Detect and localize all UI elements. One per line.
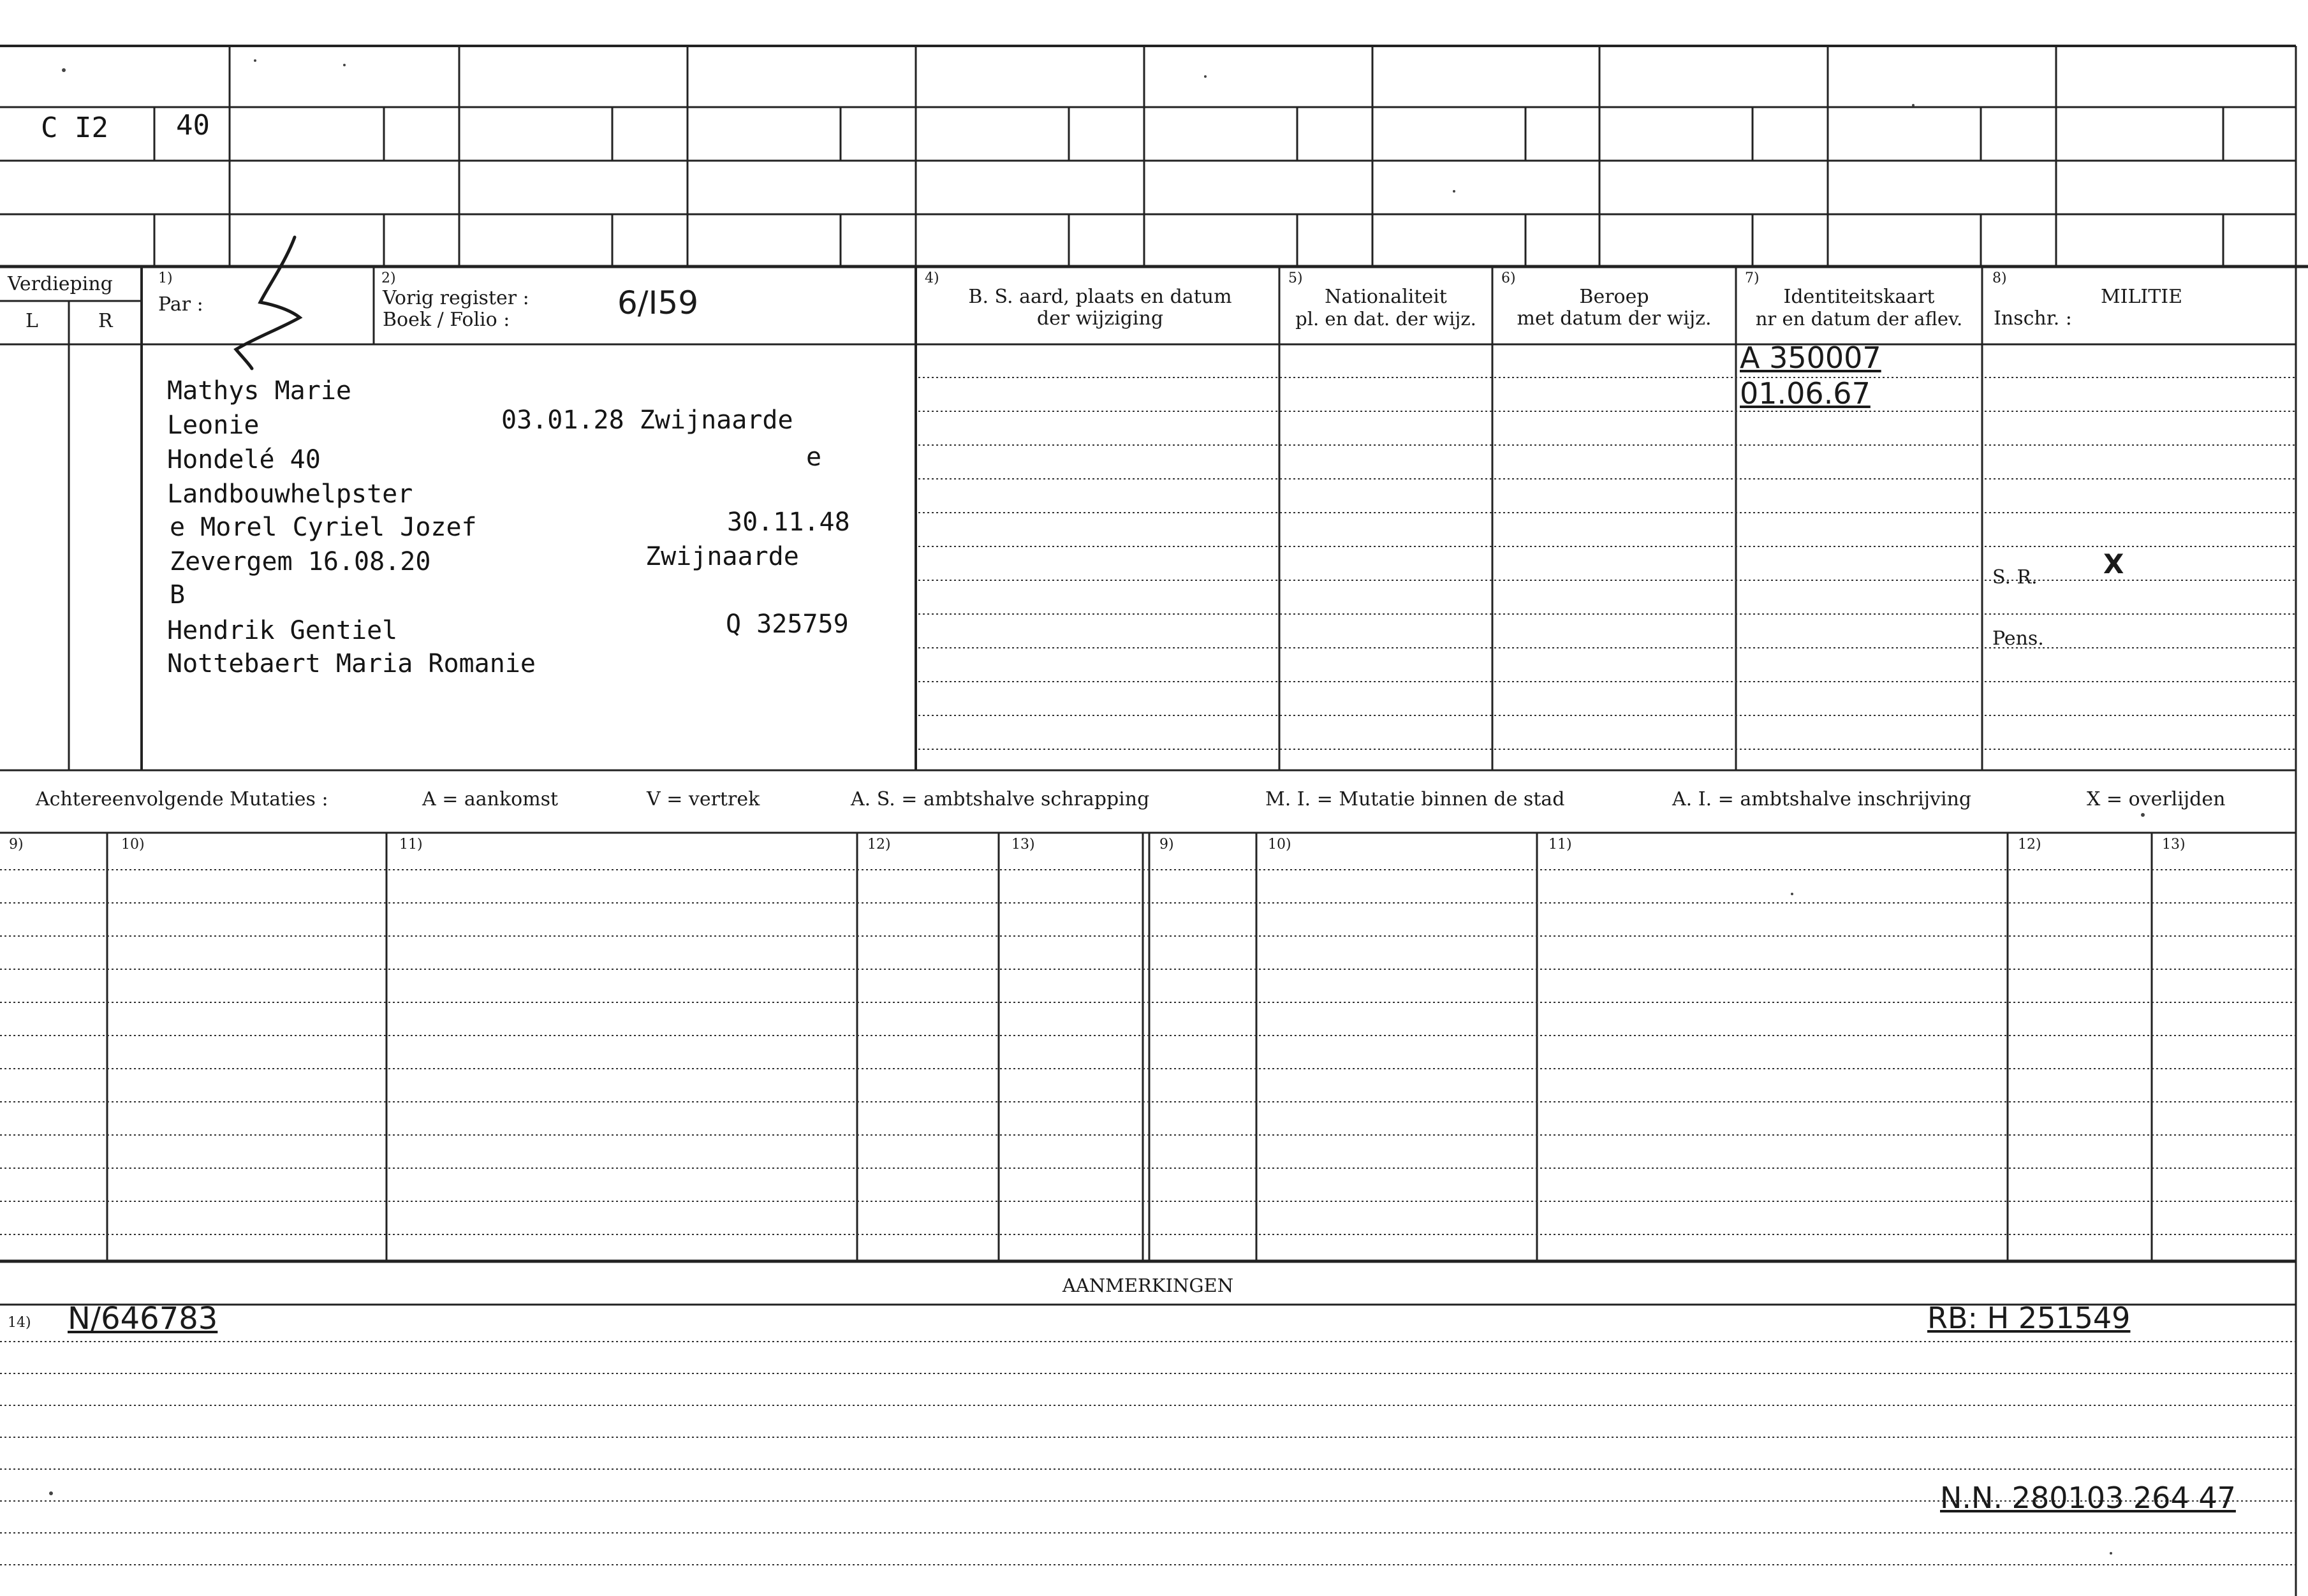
sr-label: S. R. xyxy=(1992,566,2038,589)
remarks-reference: N/646783 xyxy=(68,1301,218,1336)
sr-value: X xyxy=(2103,548,2124,580)
field-number-14: 14) xyxy=(8,1315,31,1331)
mutation-col-number: 13) xyxy=(1011,837,1035,853)
legend-as: A. S. = ambtshalve schrapping xyxy=(851,788,1150,810)
legend-ai: A. I. = ambtshalve inschrijving xyxy=(1672,788,1972,810)
remarks-national-number: N.N. 280103 264 47 xyxy=(1940,1481,2236,1515)
vorig-register-label: Vorig register : xyxy=(383,287,529,309)
identity-card-date: 01.06.67 xyxy=(1740,376,1871,411)
mutation-col-number: 9) xyxy=(9,837,24,853)
field-number-1: 1) xyxy=(158,270,173,286)
legend-v: V = vertrek xyxy=(647,788,760,810)
boek-folio-label: Boek / Folio : xyxy=(383,309,510,331)
mutation-col-number: 12) xyxy=(2018,837,2041,853)
bs-header-line1: B. S. aard, plaats en datum xyxy=(968,286,1232,308)
par-handwritten-mark xyxy=(236,237,300,369)
beroep-line1: Beroep xyxy=(1579,286,1649,308)
mutation-col-number: 9) xyxy=(1159,837,1174,853)
person-address-e: e xyxy=(806,443,822,472)
nationaliteit-line1: Nationaliteit xyxy=(1325,286,1447,308)
person-surname-first: Mathys Marie xyxy=(167,376,351,406)
person-marriage-place: Zwijnaarde xyxy=(645,542,799,571)
person-occupation: Landbouwhelpster xyxy=(167,480,413,509)
mutation-col-number: 11) xyxy=(1548,837,1572,853)
mutation-col-number: 10) xyxy=(121,837,145,853)
field-number-2: 2) xyxy=(381,270,396,286)
mutation-col-number: 11) xyxy=(399,837,423,853)
series-number: 40 xyxy=(176,109,210,142)
person-spouse-birth: Zevergem 16.08.20 xyxy=(170,547,431,576)
identiteitskaart-line2: nr en datum der aflev. xyxy=(1755,308,1963,330)
beroep-line2: met datum der wijz. xyxy=(1517,307,1712,330)
legend-mi: M. I. = Mutatie binnen de stad xyxy=(1265,788,1565,810)
person-mother: Nottebaert Maria Romanie xyxy=(167,649,536,678)
identiteitskaart-line1: Identiteitskaart xyxy=(1783,286,1935,308)
field-number-5: 5) xyxy=(1288,270,1303,286)
par-label: Par : xyxy=(158,293,203,316)
person-father: Hendrik Gentiel xyxy=(167,616,398,645)
remarks-rb-number: RB: H 251549 xyxy=(1927,1301,2131,1335)
field-number-7: 7) xyxy=(1745,270,1760,286)
person-nationality-code: B xyxy=(170,580,186,610)
verdieping-r: R xyxy=(98,310,113,332)
series-code: C I2 xyxy=(41,112,108,144)
field-number-6: 6) xyxy=(1501,270,1516,286)
legend-title: Achtereenvolgende Mutaties : xyxy=(36,788,328,810)
verdieping-label: Verdieping xyxy=(8,273,113,295)
mutation-col-number: 12) xyxy=(867,837,891,853)
person-marriage-date: 30.11.48 xyxy=(727,508,850,537)
person-code: Q 325759 xyxy=(726,610,849,639)
person-given-name: Leonie xyxy=(167,411,260,440)
verdieping-l: L xyxy=(26,310,38,332)
bs-header-line2: der wijziging xyxy=(1036,307,1164,330)
legend-a: A = aankomst xyxy=(422,788,559,810)
mutation-col-number: 13) xyxy=(2162,837,2186,853)
nationaliteit-line2: pl. en dat. der wijz. xyxy=(1295,308,1476,330)
inschr-label: Inschr. : xyxy=(1994,307,2072,330)
field-number-4: 4) xyxy=(925,270,939,286)
pens-label: Pens. xyxy=(1992,627,2044,650)
field-number-8: 8) xyxy=(1992,270,2007,286)
person-address: Hondelé 40 xyxy=(167,445,321,474)
register-value: 6/I59 xyxy=(617,284,699,321)
mutation-col-number: 10) xyxy=(1268,837,1291,853)
remarks-title: AANMERKINGEN xyxy=(1062,1275,1234,1296)
person-birth: 03.01.28 Zwijnaarde xyxy=(501,406,793,435)
legend-x: X = overlijden xyxy=(2087,788,2226,810)
person-spouse: e Morel Cyriel Jozef xyxy=(170,513,477,542)
identity-card-number: A 350007 xyxy=(1740,340,1881,375)
militie-header: MILITIE xyxy=(2100,286,2183,308)
